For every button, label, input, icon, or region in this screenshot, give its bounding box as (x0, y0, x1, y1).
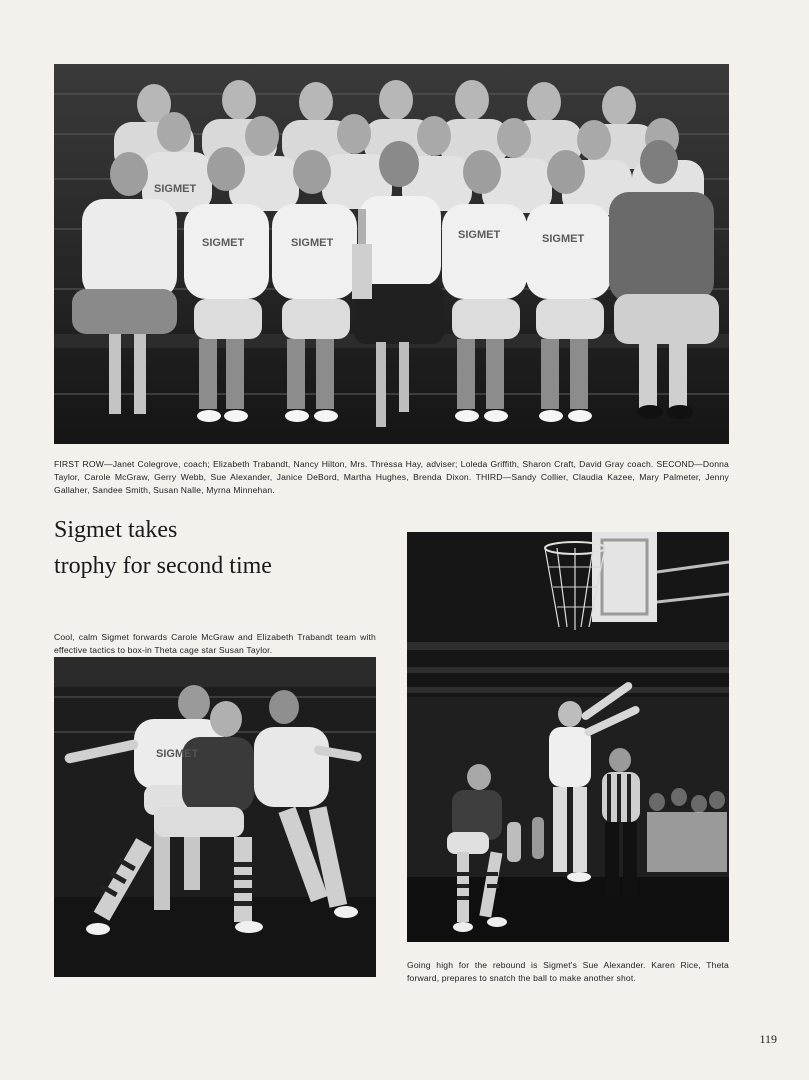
headline-line: Sigmet takes (54, 517, 178, 543)
jersey-label: SIGMET (156, 748, 199, 760)
jersey-label: SIGMET (154, 183, 197, 195)
guarding-photo-caption: Cool, calm Sigmet forwards Carole McGraw and Elizabeth Trabandt team with effective tactics to box-in Theta cage star Susan Taylor. (54, 631, 376, 655)
headline-line: trophy for second time (54, 553, 272, 579)
jersey-label: SIGMET (202, 237, 245, 249)
jersey-label: SIGMET (291, 237, 334, 249)
jersey-label: SIGMET (542, 233, 585, 245)
headline (54, 512, 384, 584)
jersey-label: SIGMET (458, 229, 501, 241)
guarding-photo (54, 657, 376, 977)
rebound-photo (407, 532, 729, 942)
team-photo-caption: FIRST ROW—Janet Colegrove, coach; Elizabeth Trabandt, Nancy Hilton, Mrs. Thressa Hay, adviser; Loleda Griffith, Sharon Craft, David Gray coach. SECOND—Donna Taylor, Carole McGraw, Gerry Webb, Sue Alexander, Janice DeBord, Martha Hughes, Brenda Dixon. THIRD—Sandy Collier, Claudia Kazee, Mary Palmeter, Jenny Gallaher, Sandee Smith, Susan Nalle, Myrna Minnehan. (54, 458, 729, 495)
rebound-photo-caption: Going high for the rebound is Sigmet's Sue Alexander. Karen Rice, Theta forward, prepares to snatch the ball to make another shot. (407, 959, 729, 983)
team-photo (54, 64, 729, 444)
page-number: 119 (759, 1032, 777, 1046)
